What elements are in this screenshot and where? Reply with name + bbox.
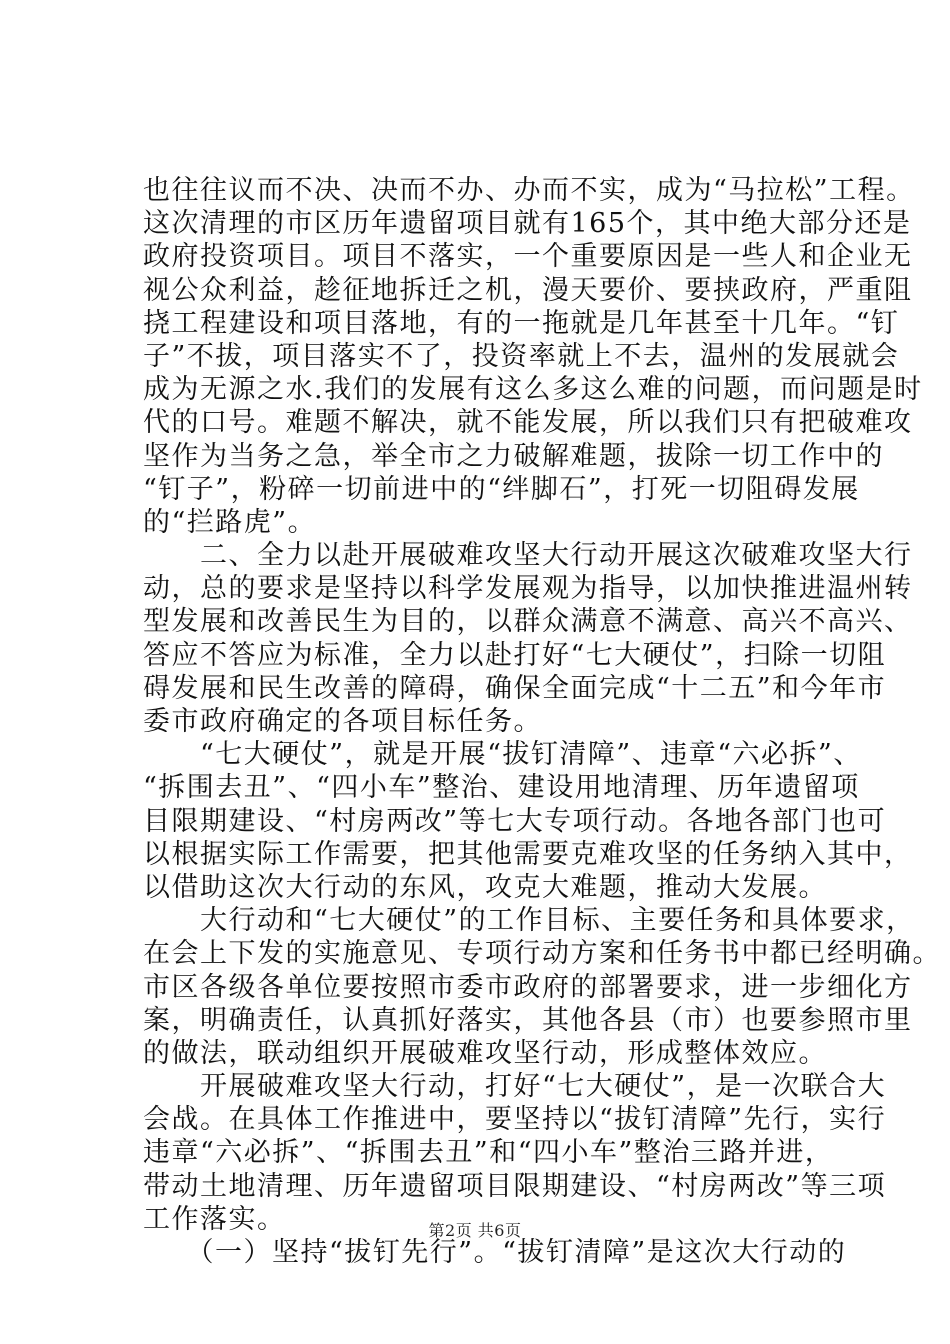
- text-line: 碍发展和民生改善的障碍，确保全面完成“十二五”和今年市: [143, 672, 887, 704]
- text-line: 动，总的要求是坚持以科学发展观为指导，以加快推进温州转: [143, 573, 913, 605]
- text-line: 坚作为当务之急，举全市之力破解难题，拔除一切工作中的: [143, 440, 884, 472]
- text-line: 二、全力以赴开展破难攻坚大行动开展这次破难攻坚大行: [143, 540, 913, 572]
- text-line: “钉子”，粉碎一切前进中的“绊脚石”，打死一切阻碍发展: [143, 473, 860, 505]
- text-line: （一）坚持“拔钉先行”。“拔钉清障”是这次大行动的: [143, 1237, 847, 1268]
- text-line: 成为无源之水.我们的发展有这么多这么难的问题，而问题是时: [143, 374, 923, 406]
- text-line: 以根据实际工作需要，把其他需要克难攻坚的任务纳入其中，: [143, 838, 913, 870]
- text-line: “拆围去丑”、“四小车”整治、建设用地清理、历年遗留项: [143, 772, 860, 804]
- text-line: 这次清理的市区历年遗留项目就有165个，其中绝大部分还是: [143, 208, 912, 240]
- text-line: 型发展和改善民生为目的，以群众满意不满意、高兴不高兴、: [143, 606, 913, 638]
- text-line: 挠工程建设和项目落地，有的一拖就是几年甚至十几年。“钉: [143, 307, 900, 339]
- body-text: [143, 174, 941, 1269]
- text-line: 在会上下发的实施意见、专项行动方案和任务书中都已经明确。: [143, 938, 941, 970]
- text-line: 大行动和“七大硬仗”的工作目标、主要任务和具体要求，: [143, 905, 915, 937]
- text-line: 答应不答应为标准，全力以赴打好“七大硬仗”，扫除一切阻: [143, 639, 887, 671]
- text-line: 案，明确责任，认真抓好落实，其他各县（市）也要参照市里: [143, 1004, 913, 1036]
- text-line: 代的口号。难题不解决，就不能发展，所以我们只有把破难攻: [143, 407, 913, 439]
- text-line: 目限期建设、“村房两改”等七大专项行动。各地各部门也可: [143, 805, 887, 837]
- text-line: 的“拦路虎”。: [143, 506, 317, 538]
- text-line: 视公众利益，趁征地拆迁之机，漫天要价、要挟政府，严重阻: [143, 274, 913, 306]
- text-line: 工作落实。: [143, 1203, 286, 1235]
- text-line: 的做法，联动组织开展破难攻坚行动，形成整体效应。: [143, 1037, 827, 1069]
- text-line: “七大硬仗”，就是开展“拔钉清障”、违章“六必拆”、: [143, 739, 862, 771]
- text-line: 违章“六必拆”、“拆围去丑”和“四小车”整治三路并进，: [143, 1137, 834, 1169]
- text-line: 带动土地清理、历年遗留项目限期建设、“村房两改”等三项: [143, 1170, 887, 1202]
- text-line: 委市政府确定的各项目标任务。: [143, 706, 542, 737]
- text-line: 子”不拔，项目落实不了，投资率就上不去，温州的发展就会: [143, 340, 900, 372]
- text-line: 市区各级各单位要按照市委市政府的部署要求，进一步细化方: [143, 971, 913, 1003]
- text-line: 以借助这次大行动的东风，攻克大难题，推动大发展。: [143, 871, 827, 903]
- text-line: 也往往议而不决、决而不办、办而不实，成为“马拉松”工程。: [143, 175, 915, 206]
- text-line: 会战。在具体工作推进中，要坚持以“拔钉清障”先行，实行: [143, 1104, 887, 1136]
- text-line: 开展破难攻坚大行动，打好“七大硬仗”，是一次联合大: [143, 1071, 887, 1103]
- page-footer: 第2页 共6页: [428, 1221, 522, 1240]
- text-line: 政府投资项目。项目不落实，一个重要原因是一些人和企业无: [143, 241, 913, 273]
